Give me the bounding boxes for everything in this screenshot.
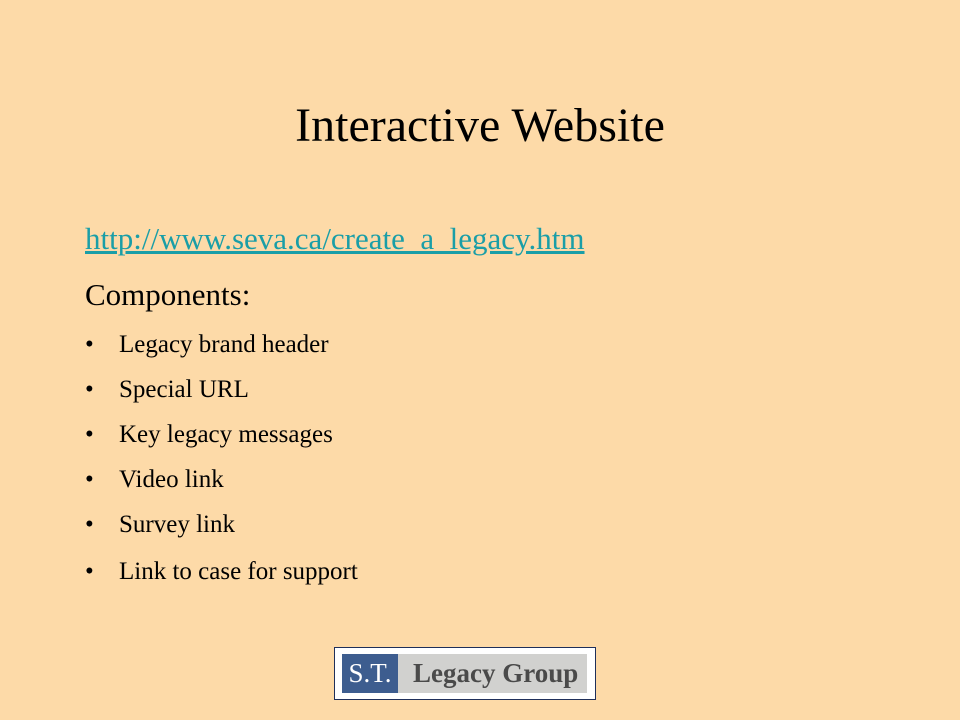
bullet-icon: • [85, 375, 94, 403]
logo-name: Legacy Group [413, 658, 579, 688]
bullet-icon: • [85, 557, 94, 585]
bullet-icon: • [85, 465, 94, 493]
logo-banner [342, 654, 587, 693]
list-item [85, 367, 358, 412]
list-item [85, 412, 358, 457]
list-item-label: Special URL [119, 375, 249, 403]
list-item [85, 457, 358, 502]
slide-title: Interactive Website [295, 99, 665, 152]
list-item-label: Key legacy messages [119, 420, 333, 448]
bullet-icon: • [85, 330, 94, 358]
list-item-label: Video link [119, 465, 224, 493]
components-list [85, 322, 358, 594]
list-item-label: Legacy brand header [119, 330, 329, 358]
list-item [85, 322, 358, 367]
st-legacy-group-logo [334, 647, 596, 700]
list-item [85, 502, 358, 547]
list-item-label: Link to case for support [119, 557, 358, 585]
list-item-label: Survey link [119, 510, 235, 538]
website-url-link[interactable]: http://www.seva.ca/create_a_legacy.htm [85, 221, 585, 256]
components-label: Components: [85, 277, 251, 312]
bullet-icon: • [85, 510, 94, 538]
list-item [85, 549, 358, 594]
bullet-icon: • [85, 420, 94, 448]
logo-initials: S.T. [342, 654, 398, 693]
